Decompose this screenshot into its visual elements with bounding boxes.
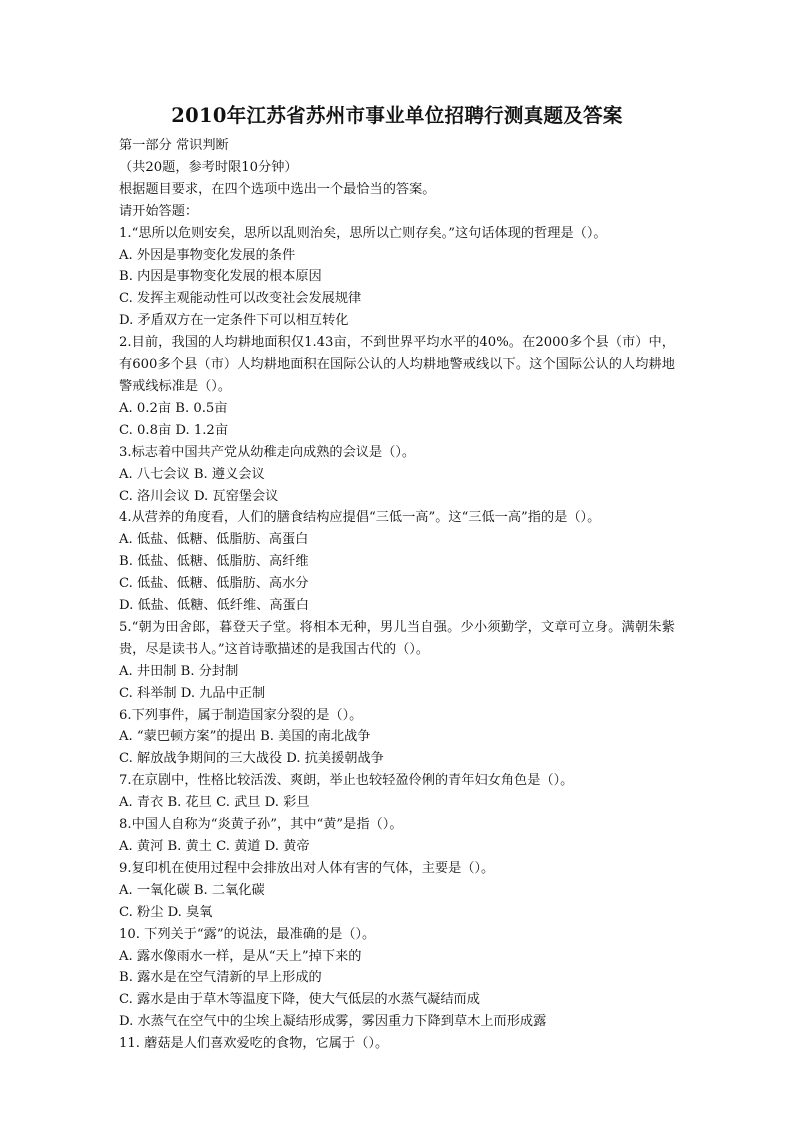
question-stem: 7.在京剧中，性格比较活泼、爽朗，举止也较轻盈伶俐的青年妇女角色是（）。 xyxy=(119,773,574,789)
question-7 xyxy=(119,770,675,814)
question-option: B. 低盐、低糖、低脂肪、高纤维 xyxy=(119,554,309,570)
question-option: A. 青衣 B. 花旦 C. 武旦 D. 彩旦 xyxy=(119,795,310,811)
question-option: C. 露水是由于草木等温度下降，使大气低层的水蒸气凝结而成 xyxy=(119,992,480,1008)
question-option: A. 低盐、低糖、低脂肪、高蛋白 xyxy=(119,532,309,548)
question-11 xyxy=(119,1033,675,1055)
question-stem: 3.标志着中国共产党从幼稚走向成熟的会议是（）。 xyxy=(119,444,416,460)
question-stem: 2.目前，我国的人均耕地面积仅1.43亩，不到世界平均水平的40%。在2000多个县（市）中，有600多个县（市）人均耕地面积在国际公认的人均耕地警戒线以下。这个国际公认的人均耕地警戒线标准是（）。 xyxy=(119,335,675,394)
question-10 xyxy=(119,924,675,1034)
question-stem: 8.中国人自称为“炎黄子孙”，其中“黄”是指（）。 xyxy=(119,817,403,833)
question-option: C. 低盐、低糖、低脂肪、高水分 xyxy=(119,576,309,592)
question-stem: 1.“思所以危则安矣，思所以乱则治矣，思所以亡则存矣。”这句话体现的哲理是（）。 xyxy=(119,225,607,241)
question-9 xyxy=(119,858,675,924)
question-5 xyxy=(119,617,675,705)
section-note: （共20题，参考时限10分钟） xyxy=(119,159,298,175)
question-option: C. 发挥主观能动性可以改变社会发展规律 xyxy=(119,291,362,307)
question-option: C. 科举制 D. 九品中正制 xyxy=(119,685,266,701)
question-option: A. “蒙巴顿方案”的提出 B. 美国的南北战争 xyxy=(119,729,371,745)
question-option: B. 露水是在空气清新的早上形成的 xyxy=(119,970,322,986)
question-option: A. 黄河 B. 黄土 C. 黄道 D. 黄帝 xyxy=(119,839,310,854)
question-option: C. 粉尘 D. 臭氧 xyxy=(119,904,213,920)
question-stem: 11. 蘑菇是人们喜欢爱吃的食物，它属于（）。 xyxy=(119,1036,389,1052)
question-option: A. 八七会议 B. 遵义会议 xyxy=(119,466,265,482)
section-instruction: 根据题目要求，在四个选项中选出一个最恰当的答案。 xyxy=(119,181,436,197)
question-option: A. 露水像雨水一样，是从“天上”掉下来的 xyxy=(119,948,362,964)
question-1 xyxy=(119,223,675,333)
question-stem: 4.从营养的角度看，人们的膳食结构应提倡“三低一高”。这“三低一高”指的是（）。 xyxy=(119,510,601,526)
document-title: 2010年江苏省苏州市事业单位招聘行测真题及答案 xyxy=(171,104,623,127)
question-stem: 6.下列事件，属于制造国家分裂的是（）。 xyxy=(119,707,363,723)
question-8 xyxy=(119,814,675,858)
question-4 xyxy=(119,507,675,617)
question-option: D. 矛盾双方在一定条件下可以相互转化 xyxy=(119,313,349,329)
question-option: D. 低盐、低糖、低纤维、高蛋白 xyxy=(119,598,309,614)
question-option: C. 0.8亩 D. 1.2亩 xyxy=(119,422,229,438)
question-option: B. 内因是事物变化发展的根本原因 xyxy=(119,269,322,285)
question-option: A. 外因是事物变化发展的条件 xyxy=(119,247,296,263)
question-option: C. 解放战争期间的三大战役 D. 抗美援朝战争 xyxy=(119,751,384,767)
section-header xyxy=(119,135,675,223)
question-option: A. 井田制 B. 分封制 xyxy=(119,663,239,679)
section-start: 请开始答题： xyxy=(119,203,199,219)
question-option: A. 一氧化碳 B. 二氧化碳 xyxy=(119,882,265,898)
document-page xyxy=(119,103,675,1055)
question-option: C. 洛川会议 D. 瓦窑堡会议 xyxy=(119,488,279,504)
question-stem: 9.复印机在使用过程中会排放出对人体有害的气体，主要是（）。 xyxy=(119,860,495,876)
question-6 xyxy=(119,705,675,771)
question-stem: 10. 下列关于“露”的说法，最准确的是（）。 xyxy=(119,926,376,942)
question-2 xyxy=(119,332,675,442)
question-option: A. 0.2亩 B. 0.5亩 xyxy=(119,400,228,416)
question-3 xyxy=(119,442,675,508)
question-stem: 5.“朝为田舍郎，暮登天子堂。将相本无种，男儿当自强。少小须勤学，文章可立身。满朝朱紫贵，尽是读书人。”这首诗歌描述的是我国古代的（）。 xyxy=(119,619,675,657)
question-option: D. 水蒸气在空气中的尘埃上凝结形成雾，雾因重力下降到草木上而形成露 xyxy=(119,1014,547,1030)
section-title: 第一部分 常识判断 xyxy=(119,138,229,153)
